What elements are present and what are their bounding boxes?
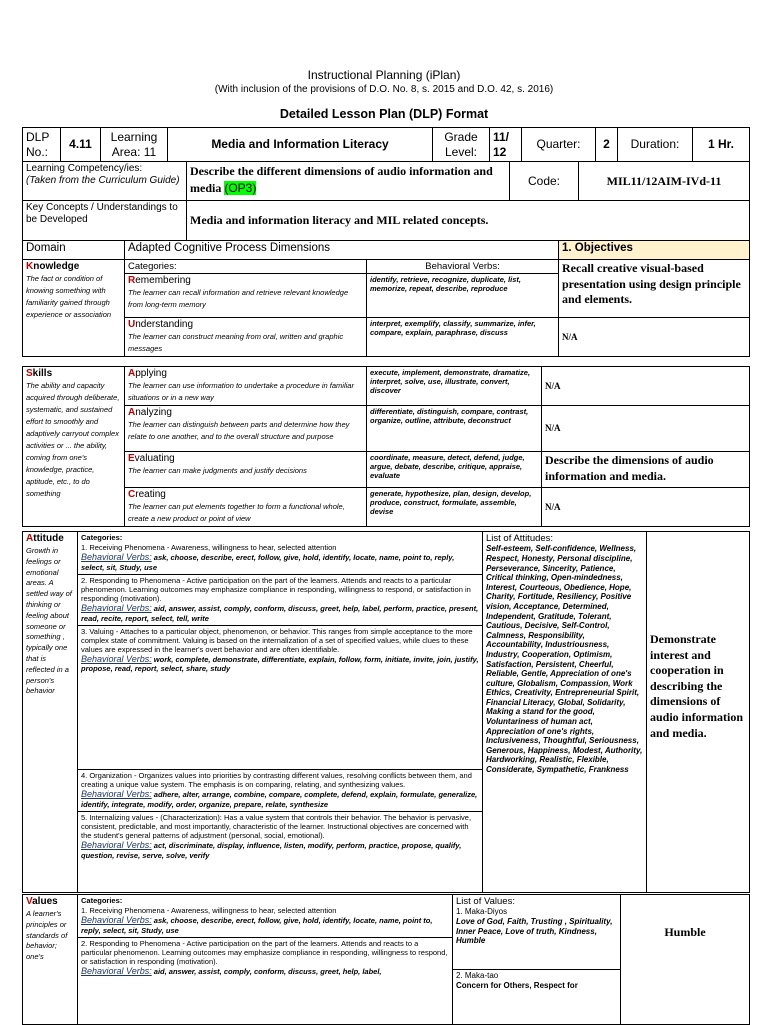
values-list-head: List of Values: (456, 896, 515, 907)
evaluating-title: valuating (134, 453, 175, 464)
objective-creating: N/A (542, 488, 750, 527)
code-value: MIL11/12AIM-IVd-11 (579, 162, 750, 201)
key-concepts-text: Media and information literacy and MIL related concepts. (187, 201, 750, 241)
attitude-table (22, 531, 750, 893)
knowledge-letter: K (26, 261, 34, 272)
skills-desc: The ability and capacity acquired through deliberate, systematic, and sustained effort to smoothly and adaptively carryout complex activities or ... the ability, coming from one's knowledge, practice, aptitude, etc., to do something (26, 381, 120, 498)
creating-verbs: generate, hypothesize, plan, design, develop, produce, construct, formulate, assemble, devise (367, 488, 542, 527)
attitude-desc: Growth in feelings or emotional areas. A settled way of thinking or feeling about someone or something , typically one that is reflected in a person's behavior (26, 546, 72, 696)
skills-title: kills (32, 368, 53, 379)
subject: Media and Information Literacy (168, 128, 433, 162)
remembering-title: emembering (135, 275, 191, 287)
quarter-label: Quarter: (522, 128, 596, 162)
competency-tag: (OP3) (224, 180, 257, 195)
values-list2-head: 2. Maka-tao (456, 971, 499, 980)
key-concepts-label: Key Concepts / Understandings to be Developed (23, 201, 187, 241)
plan-subtitle: (With inclusion of the provisions of D.O. No. 8, s. 2015 and D.O. 42, s. 2016) (214, 84, 554, 95)
attitude-item-1-verbs: ask, choose, describe, erect, follow, give, hold, identify, locate, name, point to, reply, select, sit, Study, use (81, 553, 455, 572)
values-letter: V (26, 896, 33, 907)
values-item-2: 2. Responding to Phenomena - Active participation on the part of the learners. Attends and reacts to a particular phenomenon. Learning outcomes may emphasize compliance in responding, willingness to respond, or satisfaction in responding (motivation). (81, 938, 448, 966)
values-item-2-verbs: aid, answer, assist, comply, conform, discuss, greet, help, label, (151, 966, 382, 976)
categories-label: Categories: (125, 260, 367, 274)
values-item-1-verbs: ask, choose, describe, erect, follow, give, hold, identify, locate, name, point to, reply, select, sit, Study, use (81, 916, 433, 935)
analyzing-title: nalyzing (135, 407, 172, 418)
applying-title: pplying (135, 368, 167, 379)
attitude-item-4-verbs: adhere, alter, arrange, combine, compare, complete, defend, explain, formulate, generalize, identify, integrate, modify, order, organize, prepare, relate, synthesize (81, 790, 478, 809)
attitude-item-3-verbs: work, complete, demonstrate, differentiate, explain, follow, form, initiate, invite, join, justify, propose, read, report, select, share, study (81, 654, 479, 674)
values-item-2-bv: Behavioral Verbs: (81, 965, 152, 976)
attitude-item-5: 5. Internalizing values - (Characterization): Has a value system that controls their behavior. The behavior is pervasive, consistent, predictable, and most importantly, characteristic of the learner. Instructional objectives are concerned with the student's general patterns of adjustment (personal, social, emotional). (81, 812, 472, 840)
values-list1-head: 1. Maka-Diyos (456, 907, 508, 917)
competency-table (22, 161, 750, 241)
grade-value: 11/ 12 (490, 128, 522, 162)
attitude-item-4: 4. Organization - Organizes values into priorities by contrasting different values, resolving conflicts between them, and creating a unique value system. The emphasis is on comparing, relating, and synthesizing values. (81, 771, 472, 789)
competency-text: Describe the different dimensions of audio information and media (190, 164, 493, 195)
creating-initial: C (128, 489, 136, 500)
understanding-desc: The learner can construct meaning from oral, written and graphic messages (128, 332, 344, 354)
objective-values: Humble (621, 895, 750, 1025)
attitude-item-4-bv: Behavioral Verbs: (81, 789, 152, 799)
analyzing-verbs: differentiate, distinguish, compare, contrast, organize, outline, attribute, deconstruct (367, 406, 542, 452)
duration-label: Duration: (618, 128, 693, 162)
evaluating-initial: E (128, 453, 135, 464)
attitude-categories-label: Categories: (81, 533, 123, 542)
evaluating-desc: The learner can make judgments and justify decisions (128, 466, 307, 475)
values-item-1: 1. Receiving Phenomena - Awareness, willingness to hear, selected attention (81, 906, 337, 915)
understanding-verbs: interpret, exemplify, classify, summarize, infer, compare, explain, paraphrase, discuss (367, 318, 559, 357)
knowledge-table (22, 240, 750, 357)
learning-area-label: Learning Area: 11 (101, 128, 168, 162)
attitude-item-2-bv: Behavioral Verbs: (81, 602, 152, 613)
objectives-label: 1. Objectives (559, 241, 750, 260)
skills-table (22, 366, 750, 527)
attitude-letter: A (26, 533, 34, 544)
attitude-list: Self-esteem, Self-confidence, Wellness, Respect, Honesty, Personal discipline, Perseverance, Sincerity, Patience, Critical thinking, Open-mindedness, Interest, Courteous, Obedience, Hope, Charity, Fortitude, Resiliency, Positive vision, Acceptance, Determined, Independent, Gratitude, Tolerant, Cautious, Decisive, Self-Control, Calmness, Responsibility, Accountability, Industriousness, Industry, Cooperation, Optimism, Satisfaction, Persistent, Cheerful, Reliable, Gentle, Appreciation of one's culture, Globalism, Compassion, Work Ethics, Creativity, Entrepreneurial Spirit, Financial Literacy, Global, Solidarity, Making a stand for the good, Voluntariness of human act, Appreciation of one's rights, Inclusiveness, Thoughtful, Seriousness, Generous, Happiness, Modest, Authority, Hardworking, Realistic, Flexible, Considerate, Sympathetic, Frankness (486, 544, 643, 775)
applying-desc: The learner can use information to undertake a procedure in familiar situations or in a new way (128, 381, 354, 402)
values-list1: Love of God, Faith, Trusting , Spirituality, Inner Peace, Love of truth, Kindness, Humble (456, 916, 613, 946)
dlp-number: 4.11 (61, 128, 101, 162)
objective-attitude: Demonstrate interest and cooperation in describing the dimensions of audio information and media. (647, 532, 750, 893)
values-desc: A learner's principles or standards of behavior; one's (26, 909, 68, 962)
attitude-item-3: 3. Valuing - Attaches to a particular object, phenomenon, or behavior. This ranges from simple acceptance to the more complex state of commitment. Valuing is based on the internalization of a set of specified values, while clues to these values are expressed in the learner's overt behavior and are often identifiable. (81, 626, 473, 654)
evaluating-verbs: coordinate, measure, detect, defend, judge, argue, debate, describe, critique, appraise, evaluate (367, 452, 542, 488)
remembering-verbs: identify, retrieve, recognize, duplicate, list, memorize, repeat, describe, reproduce (367, 274, 559, 318)
acpd-label: Adapted Cognitive Process Dimensions (125, 241, 559, 260)
attitude-item-2-verbs: aid, answer, assist, comply, conform, discuss, greet, help, label, perform, practice, present, read, recite, report, select, tell, write (81, 603, 479, 623)
applying-initial: A (128, 368, 136, 379)
attitude-item-1-bv: Behavioral Verbs: (81, 552, 152, 562)
attitude-item-5-verbs: act, discriminate, display, influence, listen, modify, perform, practice, propose, qualify, question, revise, serve, solve, verify (81, 840, 462, 860)
skills-letter: S (26, 368, 33, 379)
attitude-item-2: 2. Responding to Phenomena - Active participation on the part of the learners. Attends and reacts to a particular phenomenon. Learning outcomes may emphasize compliance in responding, willingness to respond, or satisfaction in responding (motivation). (81, 575, 471, 603)
understanding-initial: U (128, 319, 136, 331)
objective-applying: N/A (542, 367, 750, 406)
grade-label: Grade Level: (433, 128, 490, 162)
knowledge-desc: The fact or condition of knowing something with familiarity gained through experience or association (26, 274, 112, 319)
attitude-list-head: List of Attitudes: (486, 533, 554, 544)
competency-label: Learning Competency/ies: (26, 163, 143, 174)
understanding-title: nderstanding (135, 319, 194, 331)
competency-note: (Taken from the Curriculum Guide) (26, 175, 180, 186)
objective-analyzing: N/A (542, 406, 750, 452)
objective-remembering: Recall creative visual-based presentation using design principle and elements. (559, 260, 750, 318)
remembering-desc: The learner can recall information and retrieve relevant knowledge from long-term memory (128, 288, 349, 310)
domain-label: Domain (23, 241, 125, 260)
values-table (22, 894, 750, 1025)
analyzing-desc: The learner can distinguish between parts and determine how they relate to one another, and to the overall structure and purpose (128, 420, 350, 441)
remembering-initial: R (128, 275, 136, 287)
info-table (22, 127, 750, 162)
attitude-title: ttitude (33, 533, 64, 544)
analyzing-initial: A (128, 407, 136, 418)
verbs-label: Behavioral Verbs: (367, 260, 559, 274)
attitude-item-5-bv: Behavioral Verbs: (81, 839, 152, 850)
code-label: Code: (510, 162, 579, 201)
attitude-item-3-bv: Behavioral Verbs: (81, 653, 152, 664)
values-list2: Concern for Others, Respect for (456, 980, 578, 990)
knowledge-title: nowledge (33, 261, 80, 272)
format-title: Detailed Lesson Plan (DLP) Format (279, 107, 489, 121)
dlp-label: DLP No.: (23, 128, 61, 162)
duration-value: 1 Hr. (693, 128, 750, 162)
attitude-item-1: 1. Receiving Phenomena - Awareness, willingness to hear, selected attention (81, 543, 337, 552)
quarter-value: 2 (596, 128, 618, 162)
values-title: alues (32, 896, 58, 907)
values-item-1-bv: Behavioral Verbs: (81, 915, 152, 925)
creating-desc: The learner can put elements together to form a functional whole, create a new product or point of view (128, 502, 345, 523)
objective-evaluating: Describe the dimensions of audio information and media. (542, 452, 750, 488)
objective-understanding: N/A (559, 318, 750, 357)
creating-title: reating (135, 489, 166, 500)
applying-verbs: execute, implement, demonstrate, dramatize, interpret, solve, use, illustrate, convert, discover (367, 367, 542, 406)
plan-title: Instructional Planning (iPlan) (307, 68, 461, 82)
values-categories-label: Categories: (81, 896, 123, 905)
